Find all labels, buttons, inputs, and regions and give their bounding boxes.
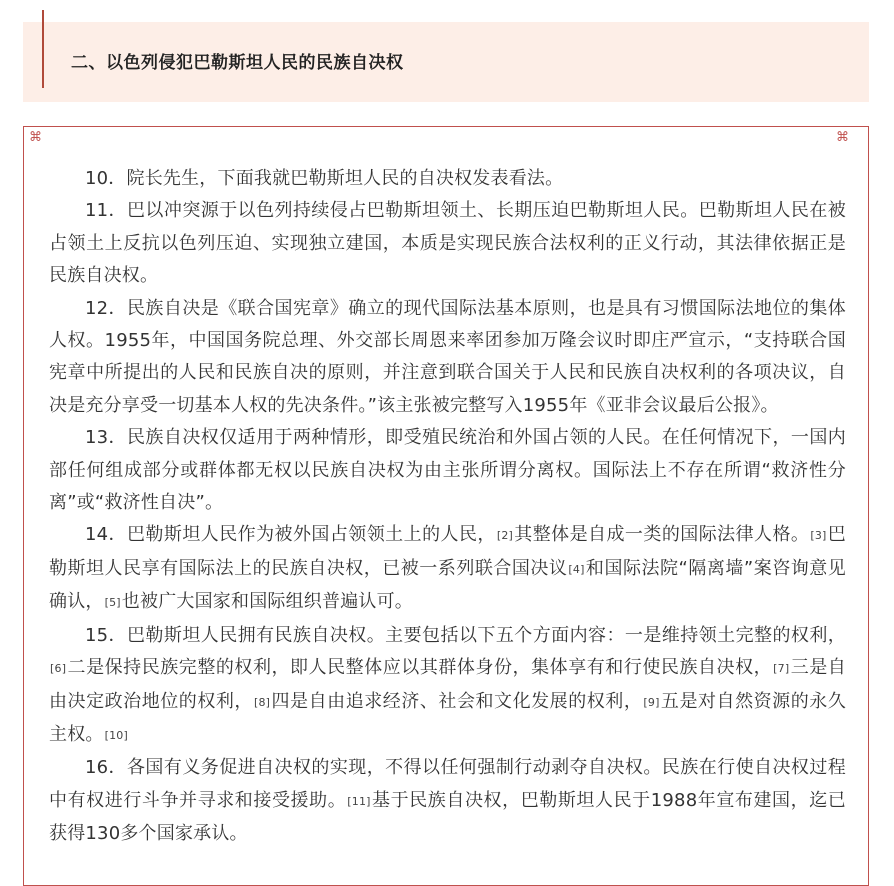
paragraph-16 (49, 752, 846, 850)
footnote-link[interactable]: [5] (104, 596, 121, 610)
paragraph-text: 11．巴以冲突源于以色列持续侵占巴勒斯坦领土、长期压迫巴勒斯坦人民。巴勒斯坦人民在被占领土上反抗以色列压迫、实现独立建国，本质是实现民族合法权利的正义行动，其法律依据正是民族自决权。 (49, 200, 846, 287)
paragraph-text: 基于民族自决权，巴勒斯坦人民于1988年宣布建国，迄已获得130多个国家承认。 (49, 789, 846, 845)
corner-ornament-left-icon: ⌘ (29, 130, 42, 145)
paragraph-text: 16．各国有义务促进自决权的实现，不得以任何强制行动剥夺自决权。民族在行使自决权过程中有权进行斗争并寻求和接受援助。 (49, 757, 846, 811)
paragraph-text: 和国际法院“隔离墙”案咨询意见确认， (49, 557, 846, 613)
paragraph-text: 二是保持民族完整的权利，即人民整体应以其群体身份，集体享有和行使民族自决权， (67, 657, 773, 679)
paragraph-text: 四是自由追求经济、社会和文化发展的权利， (271, 690, 643, 712)
paragraph-text: 13．民族自决权仅适用于两种情形，即受殖民统治和外国占领的人民。在任何情况下，一国内部任何组成部分或群体都无权以民族自决权为由主张所谓分离权。国际法上不存在所谓“救济性分离”或“救济性自决”。 (49, 427, 846, 514)
paragraph-13 (49, 422, 846, 519)
footnote-link[interactable]: [2] (496, 529, 514, 543)
paragraph-text: 12．民族自决是《联合国宪章》确立的现代国际法基本原则，也是具有习惯国际法地位的集体人权。1955年，中国国务院总理、外交部长周恩来率团参加万隆会议时即庄严宣示，“支持联合国宪章中所提出的人民和民族自决的原则，并注意到联合国关于人民和民族自决权利的各项决议，自决是充分享受一切基本人权的先决条件。”该主张被完整写入1955年《亚非会议最后公报》。 (49, 297, 846, 416)
section-header (23, 22, 869, 102)
footnote-link[interactable]: [8] (253, 695, 271, 709)
footnote-link[interactable]: [11] (347, 794, 371, 808)
section-accent-bar (42, 10, 44, 88)
paragraph-text: 其整体是自成一类的国际法律人格。 (514, 524, 810, 546)
paragraph-text: 巴勒斯坦人民享有国际法上的民族自决权，已被一系列联合国决议 (49, 524, 846, 579)
paragraph-text: 15．巴勒斯坦人民拥有民族自决权。主要包括以下五个方面内容：一是维持领土完整的权利， (85, 624, 846, 646)
content-box (23, 126, 869, 886)
footnote-link[interactable]: [10] (104, 728, 128, 742)
paragraph-text: 10．院长先生，下面我就巴勒斯坦人民的自决权发表看法。 (85, 168, 564, 189)
footnote-link[interactable]: [4] (568, 562, 585, 576)
footnote-link[interactable]: [6] (50, 662, 67, 676)
paragraph-text: 三是自由决定政治地位的权利， (49, 657, 846, 712)
footnote-link[interactable]: [3] (810, 529, 827, 543)
footnote-link[interactable]: [7] (773, 662, 790, 676)
paragraph-15 (49, 620, 846, 753)
paragraph-12 (49, 293, 846, 423)
section-title: 二、以色列侵犯巴勒斯坦人民的民族自决权 (71, 53, 404, 73)
paragraph-11 (49, 195, 846, 292)
paragraph-10 (49, 163, 846, 195)
paragraph-text: 也被广大国家和国际组织普遍认可。 (121, 591, 413, 613)
paragraph-text: 14．巴勒斯坦人民作为被外国占领领土上的人民， (85, 524, 496, 546)
paragraph-list (49, 163, 846, 851)
paragraph-text: 五是对自然资源的永久主权。 (49, 690, 847, 745)
paragraph-14 (49, 519, 846, 619)
footnote-link[interactable]: [9] (643, 695, 660, 709)
corner-ornament-right-icon: ⌘ (836, 130, 849, 145)
